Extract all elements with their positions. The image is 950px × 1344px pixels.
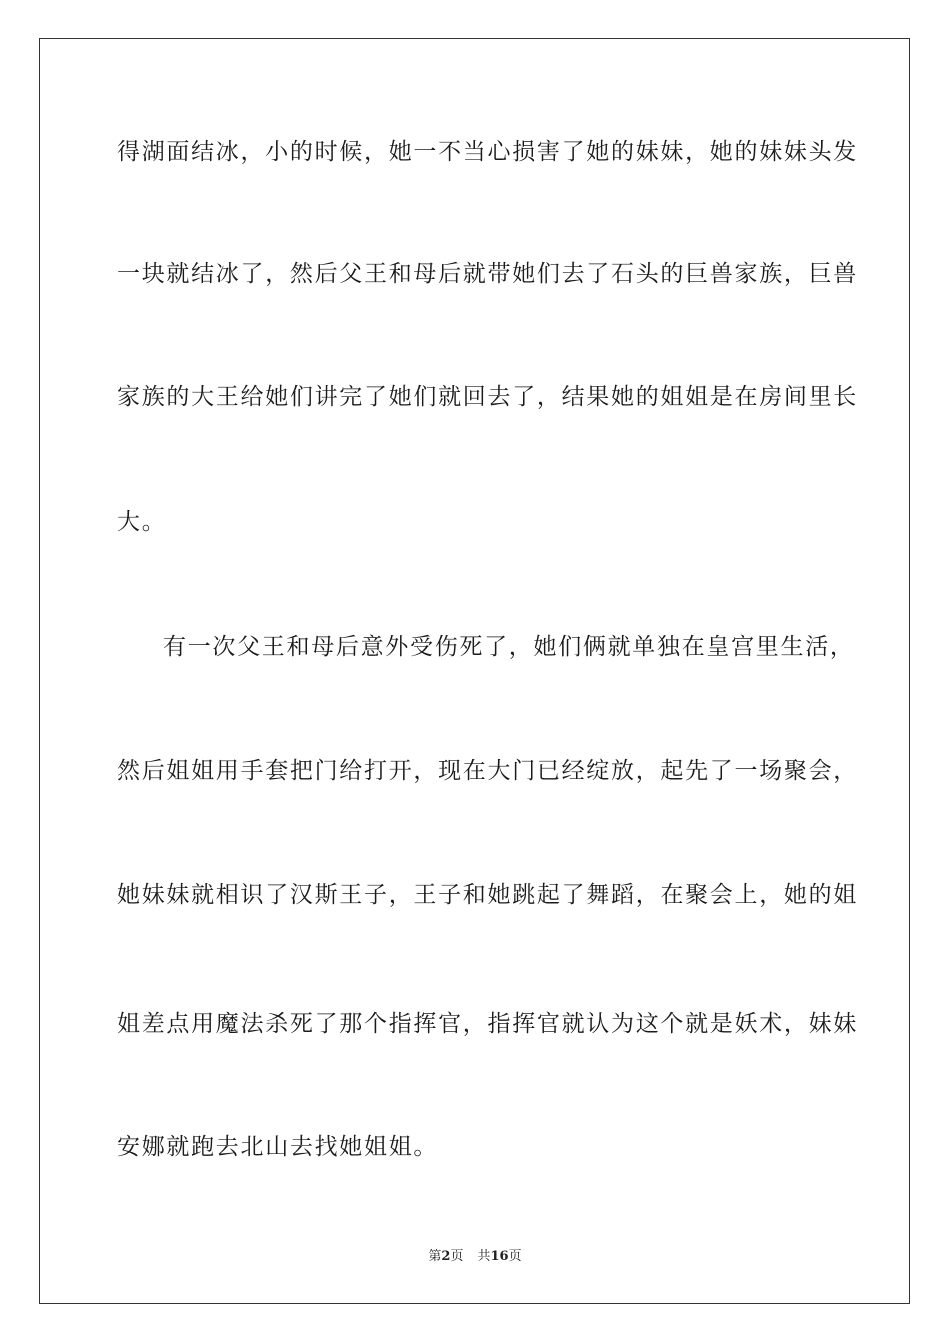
footer-page-prefix: 第 — [428, 1249, 442, 1264]
text-line-8: 姐差点用魔法杀死了那个指挥官，指挥官就认为这个就是妖术，妹妹 — [117, 1011, 858, 1037]
text-line-7: 她妹妹就相识了汉斯王子，王子和她跳起了舞蹈，在聚会上，她的姐 — [117, 882, 858, 908]
footer-page-number: 2 — [441, 1249, 451, 1264]
text-line-1: 得湖面结冰，小的时候，她一不当心损害了她的妹妹，她的妹妹头发 — [117, 139, 858, 165]
footer-total-pages: 16 — [490, 1249, 509, 1264]
text-line-6: 然后姐姐用手套把门给打开，现在大门已经绽放，起先了一场聚会， — [117, 758, 858, 784]
text-line-2: 一块就结冰了，然后父王和母后就带她们去了石头的巨兽家族，巨兽 — [117, 261, 858, 287]
page-border — [39, 38, 910, 1304]
footer-page-suffix: 页 — [450, 1249, 464, 1264]
footer-total-prefix: 共 — [477, 1249, 491, 1264]
page-footer — [0, 1248, 950, 1266]
text-line-3: 家族的大王给她们讲完了她们就回去了，结果她的姐姐是在房间里长 — [117, 384, 858, 410]
footer-total-suffix: 页 — [508, 1249, 522, 1264]
text-line-4: 大。 — [117, 509, 167, 535]
text-line-9: 安娜就跑去北山去找她姐姐。 — [117, 1134, 439, 1160]
text-line-5: 有一次父王和母后意外受伤死了，她们俩就单独在皇宫里生活， — [163, 634, 855, 660]
